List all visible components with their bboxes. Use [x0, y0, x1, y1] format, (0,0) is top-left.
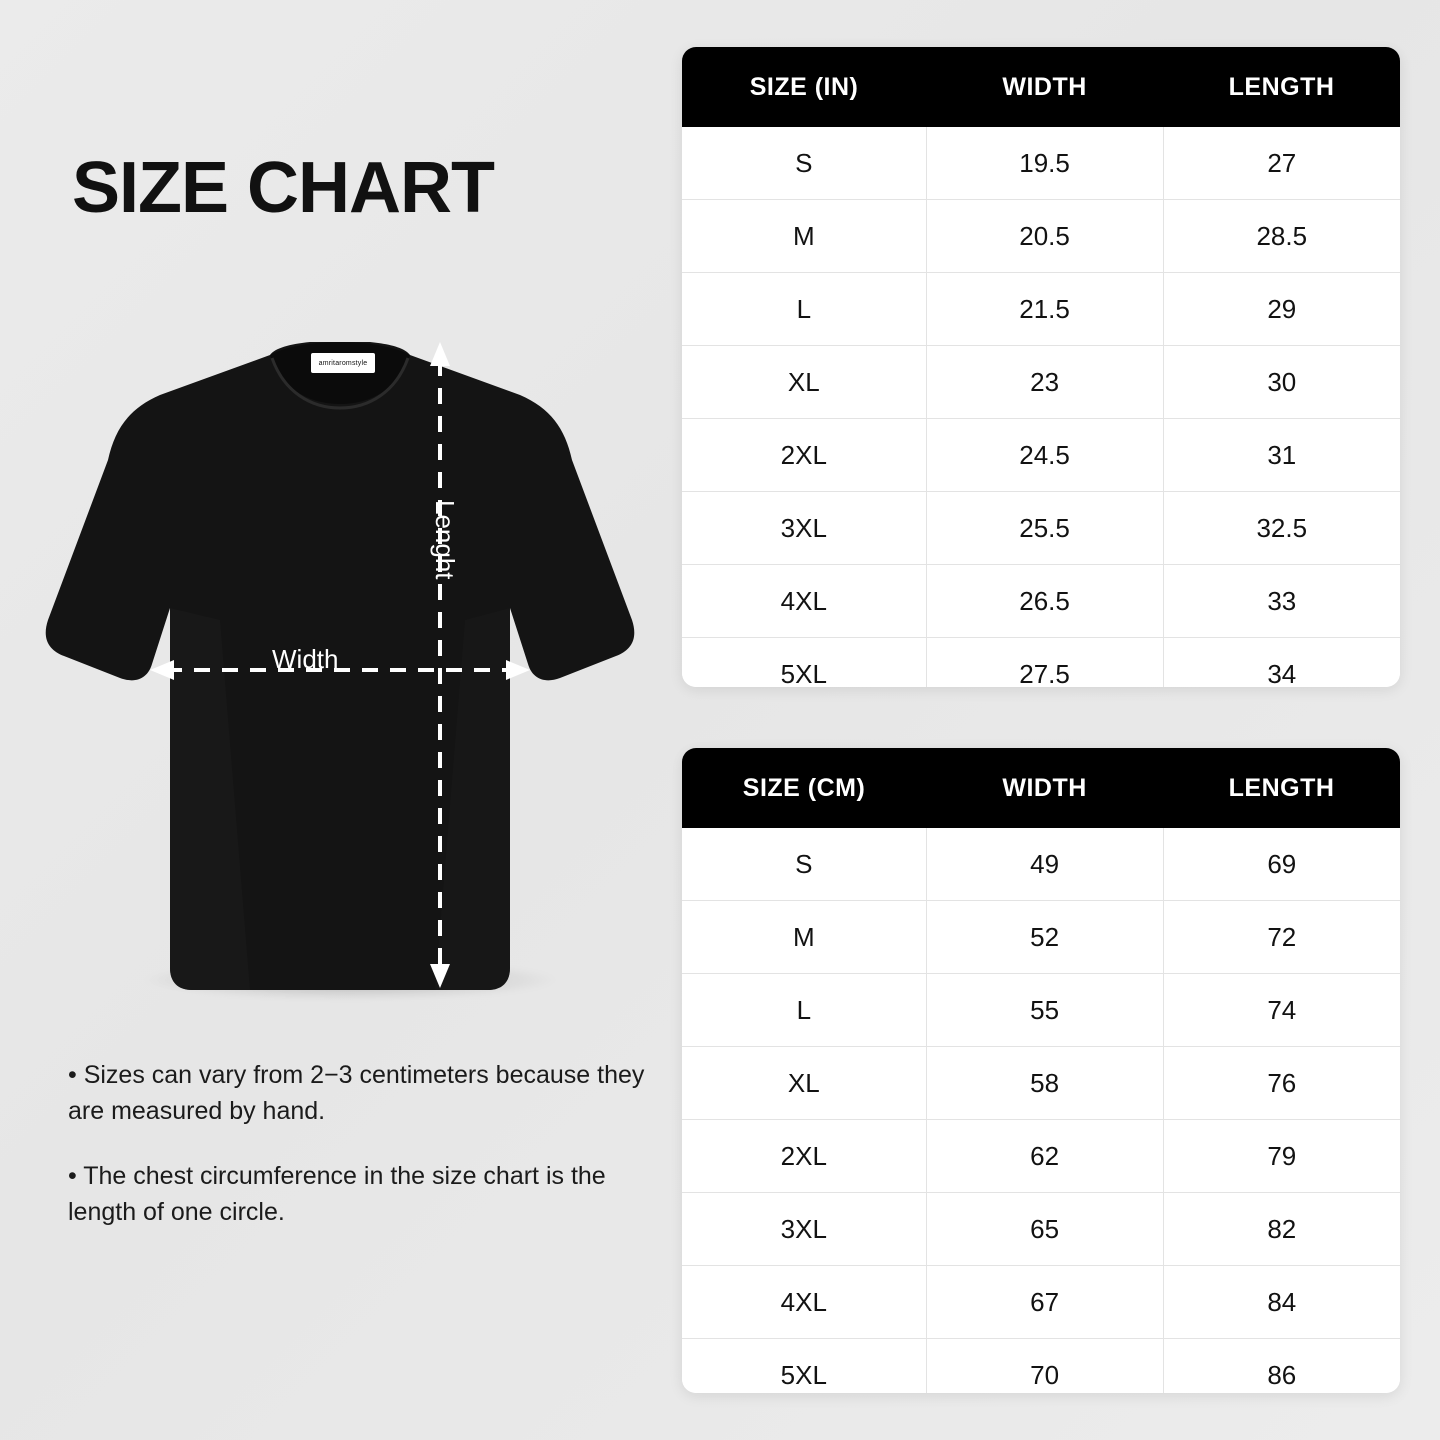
- neck-label: amritaromstyle: [311, 353, 375, 373]
- cell-length: 27: [1163, 127, 1400, 200]
- cell-width: 58: [926, 1047, 1163, 1120]
- cell-width: 67: [926, 1266, 1163, 1339]
- column-header-length: LENGTH: [1163, 748, 1400, 828]
- cell-width: 49: [926, 828, 1163, 901]
- width-arrow-left-icon: [150, 660, 174, 680]
- length-measurement-label: Lenght: [430, 500, 460, 580]
- cell-length: 30: [1163, 346, 1400, 419]
- cell-size: 2XL: [682, 419, 926, 492]
- notes-list: [68, 1058, 648, 1260]
- table-row: [682, 828, 1400, 901]
- cell-length: 28.5: [1163, 200, 1400, 273]
- size-table-centimeters-head: [682, 748, 1400, 828]
- table-row: [682, 1120, 1400, 1193]
- cell-length: 86: [1163, 1339, 1400, 1394]
- cell-length: 29: [1163, 273, 1400, 346]
- cell-length: 82: [1163, 1193, 1400, 1266]
- cell-size: L: [682, 273, 926, 346]
- table-row: [682, 200, 1400, 273]
- table-row: [682, 346, 1400, 419]
- width-arrow-right-icon: [506, 660, 530, 680]
- cell-size: 4XL: [682, 565, 926, 638]
- cell-size: XL: [682, 346, 926, 419]
- width-measurement-label: Width: [272, 644, 339, 674]
- size-table-centimeters: [682, 748, 1400, 1393]
- note-item: • Sizes can vary from 2−3 centimeters because they are measured by hand.: [68, 1061, 645, 1125]
- size-table-inches: [682, 47, 1400, 687]
- cell-size: 4XL: [682, 1266, 926, 1339]
- left-panel: [0, 0, 670, 1440]
- cell-size: 3XL: [682, 1193, 926, 1266]
- cell-size: XL: [682, 1047, 926, 1120]
- cell-size: M: [682, 200, 926, 273]
- cell-length: 31: [1163, 419, 1400, 492]
- table-row: [682, 1266, 1400, 1339]
- cell-length: 32.5: [1163, 492, 1400, 565]
- cell-width: 70: [926, 1339, 1163, 1394]
- cell-length: 74: [1163, 974, 1400, 1047]
- size-table-inches-head: [682, 47, 1400, 127]
- measurement-overlay: [20, 320, 660, 1020]
- tshirt-illustration: [20, 320, 660, 1020]
- table-row: [682, 974, 1400, 1047]
- table-row: [682, 1193, 1400, 1266]
- size-table-inches-body: [682, 127, 1400, 687]
- table-row: [682, 273, 1400, 346]
- cell-width: 21.5: [926, 273, 1163, 346]
- cell-size: 2XL: [682, 1120, 926, 1193]
- table-row: [682, 1047, 1400, 1120]
- size-table-centimeters-body: [682, 828, 1400, 1393]
- cell-length: 76: [1163, 1047, 1400, 1120]
- page-title: SIZE CHART: [72, 148, 494, 228]
- column-header-size: SIZE (IN): [682, 47, 926, 127]
- cell-width: 20.5: [926, 200, 1163, 273]
- cell-size: 5XL: [682, 1339, 926, 1394]
- cell-size: L: [682, 974, 926, 1047]
- cell-size: 5XL: [682, 638, 926, 688]
- column-header-size: SIZE (CM): [682, 748, 926, 828]
- cell-width: 24.5: [926, 419, 1163, 492]
- table-row: [682, 127, 1400, 200]
- cell-length: 84: [1163, 1266, 1400, 1339]
- cell-width: 25.5: [926, 492, 1163, 565]
- cell-size: S: [682, 828, 926, 901]
- cell-size: 3XL: [682, 492, 926, 565]
- table-row: [682, 638, 1400, 688]
- table-row: [682, 492, 1400, 565]
- table-row: [682, 565, 1400, 638]
- column-header-width: WIDTH: [926, 748, 1163, 828]
- cell-width: 65: [926, 1193, 1163, 1266]
- cell-width: 27.5: [926, 638, 1163, 688]
- cell-length: 33: [1163, 565, 1400, 638]
- column-header-length: LENGTH: [1163, 47, 1400, 127]
- size-table-centimeters-table: [682, 748, 1400, 1393]
- note-item: • The chest circumference in the size chart is the length of one circle.: [68, 1162, 606, 1226]
- size-table-inches-table: [682, 47, 1400, 687]
- cell-size: M: [682, 901, 926, 974]
- cell-length: 79: [1163, 1120, 1400, 1193]
- table-row: [682, 901, 1400, 974]
- cell-length: 69: [1163, 828, 1400, 901]
- table-header-row: [682, 47, 1400, 127]
- table-row: [682, 419, 1400, 492]
- cell-width: 62: [926, 1120, 1163, 1193]
- cell-width: 55: [926, 974, 1163, 1047]
- length-arrow-bottom-icon: [430, 964, 450, 988]
- table-header-row: [682, 748, 1400, 828]
- length-arrow-top-icon: [430, 342, 450, 366]
- column-header-width: WIDTH: [926, 47, 1163, 127]
- cell-width: 26.5: [926, 565, 1163, 638]
- cell-length: 72: [1163, 901, 1400, 974]
- cell-size: S: [682, 127, 926, 200]
- cell-width: 23: [926, 346, 1163, 419]
- cell-width: 52: [926, 901, 1163, 974]
- cell-width: 19.5: [926, 127, 1163, 200]
- table-row: [682, 1339, 1400, 1394]
- cell-length: 34: [1163, 638, 1400, 688]
